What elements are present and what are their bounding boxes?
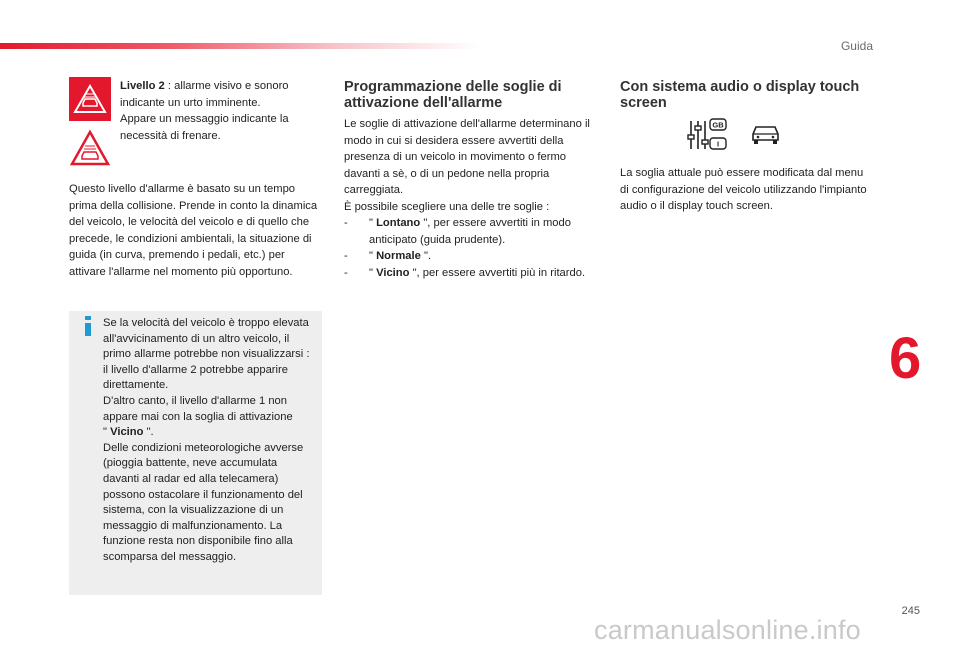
option-dash: - (344, 250, 348, 262)
option-name: Normale (376, 250, 421, 262)
page-number: 245 (901, 605, 920, 617)
collision-alert-red-icon (69, 77, 111, 121)
header-accent-bar (0, 43, 480, 49)
info-part3: Delle condizioni meteorologiche avverse (pioggia battente, neve accumulata davanti al radar ed alla telecamera) possono ostacolare il funzionamento del sistema, con la visualizzazione di un messaggio di malfunzionamento. La funzione resta non disponibile fino alla scomparsa del messaggio. (103, 441, 304, 563)
info-note-text (103, 316, 315, 566)
option-desc: ", per essere avvertiti in modo anticipato (guida prudente). (369, 217, 571, 246)
threshold-option-normale (344, 248, 594, 265)
audio-display-text: La soglia attuale può essere modificata dal menu di configurazione del veicolo utilizzando l'impianto audio o il display touch screen. (620, 167, 867, 212)
warning-text (120, 78, 320, 144)
option-dash: - (344, 266, 348, 279)
warning-brake-message: Appare un messaggio indicante la necessità di frenare. (120, 113, 289, 142)
option-name: Lontano (376, 217, 421, 229)
info-note (69, 311, 322, 595)
option-quote-open: " (369, 217, 377, 229)
language-badge-gb: GB (712, 120, 724, 130)
settings-icons (686, 117, 781, 152)
thresholds-intro: Le soglie di attivazione dell'allarme determinano il modo in cui si desidera essere avvertiti della presenza di un veicolo in movimento o fermo davanti a sè, o di un pedone nella propria carreggiata. (344, 118, 590, 196)
threshold-option-lontano (344, 215, 594, 248)
thresholds-title: Programmazione delle soglie di attivazione dell'allarme (344, 79, 562, 111)
info-quote-open: " (103, 426, 111, 439)
warning-level-desc: : allarme visivo e sonoro indicante un urto imminente. (120, 80, 289, 109)
language-badge-i: I (716, 139, 720, 149)
option-desc: ". (420, 250, 432, 262)
threshold-option-vicino (344, 265, 594, 282)
warning-level-label: Livello 2 (120, 80, 165, 92)
option-dash: - (344, 217, 348, 229)
info-icon (81, 315, 95, 337)
watermark: carmanualsonline.info (594, 615, 861, 645)
audio-display-title: Con sistema audio o display touch screen (620, 79, 860, 111)
chapter-number: 6 (889, 326, 922, 391)
car-icon (750, 121, 781, 147)
settings-sliders-icon (686, 117, 728, 152)
option-quote-open: " (369, 266, 377, 279)
thresholds-body (344, 116, 594, 281)
info-part2: D'altro canto, il livello d'allarme 1 non appare mai con la soglia di attivazione (103, 394, 293, 423)
info-part1: Se la velocità del veicolo è troppo elevata all'avvicinamento di un altro veicolo, il primo allarme potrebbe non visualizzarsi : il livello d'allarme 2 potrebbe apparire direttamente. (103, 317, 310, 392)
threshold-paragraph: Questo livello d'allarme è basato su un tempo prima della collisione. Prende in conto la dinamica del veicolo, le velocità del veicolo e di quello che precede, le condizioni ambientali, la situazione di guida (in curva, premendo i pedali, etc.) per attivare l'allarme nel momento più opportuno. (69, 183, 318, 278)
threshold-options (344, 215, 594, 281)
option-name: Vicino (376, 266, 410, 279)
info-vicino: Vicino (110, 426, 144, 439)
collision-alert-triangle-icon (69, 127, 111, 169)
info-quote-close: ". (143, 426, 154, 439)
option-desc: ", per essere avvertiti più in ritardo. (409, 266, 586, 279)
section-title: Guida (840, 39, 873, 53)
option-quote-open: " (369, 250, 377, 262)
thresholds-choose: È possibile scegliere una delle tre soglie : (344, 200, 550, 213)
